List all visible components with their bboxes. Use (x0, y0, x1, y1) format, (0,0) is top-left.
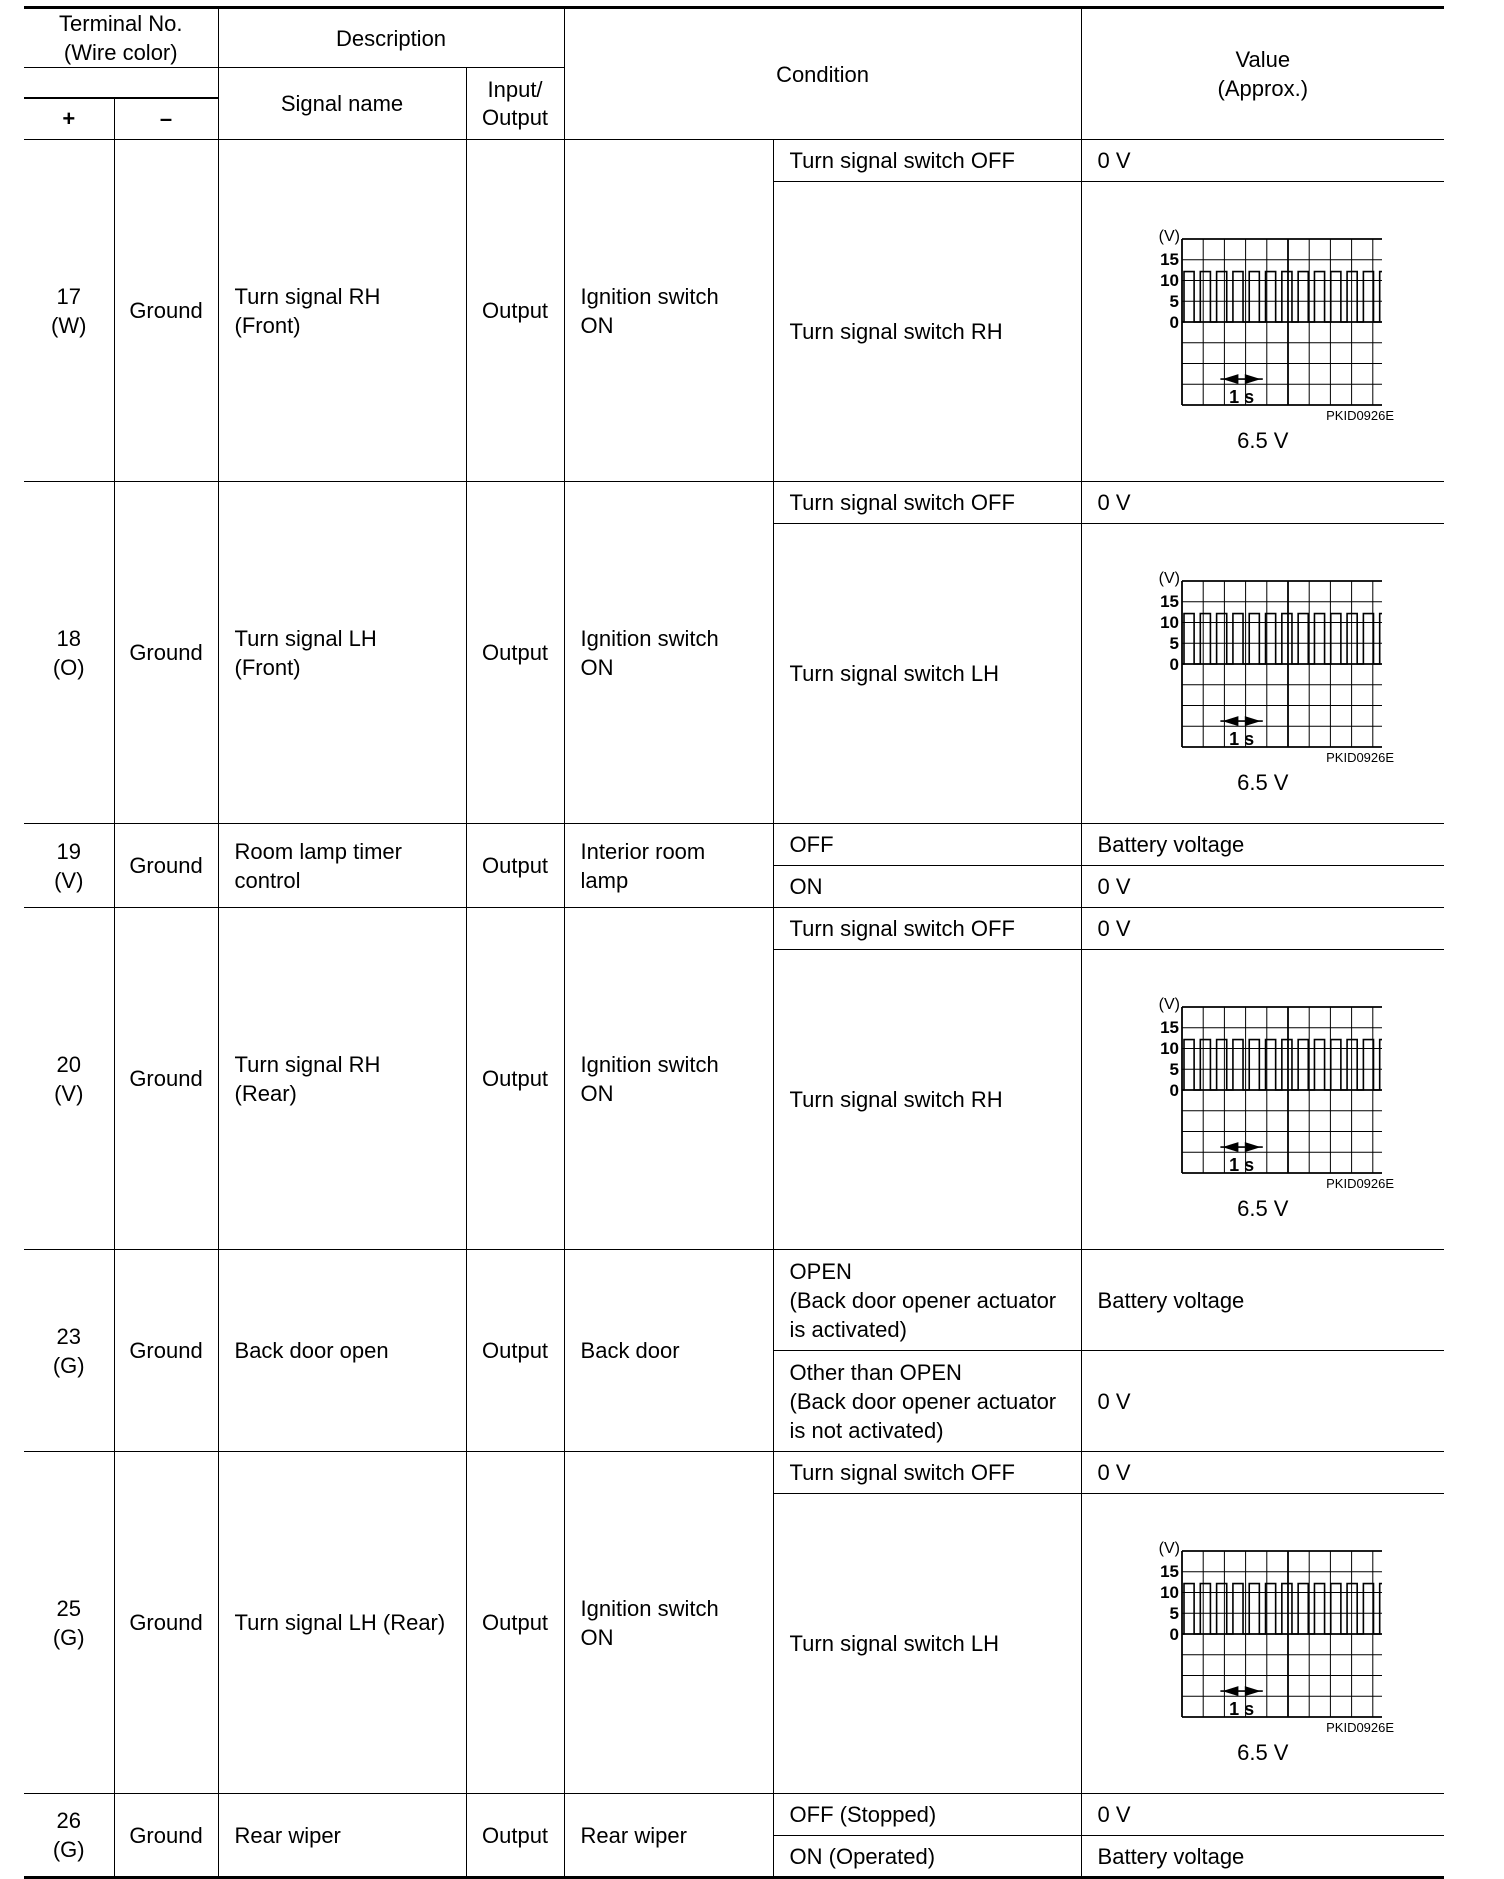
signal-name-cell (218, 1452, 466, 1794)
signal-name-line1: Turn signal RH (234, 283, 381, 309)
wire-color: (G) (52, 1837, 85, 1862)
io-cell (466, 1452, 564, 1794)
waveform-block (1082, 950, 1445, 1222)
waveform-value: 6.5 V (1237, 1740, 1289, 1765)
condition-header: Condition (564, 8, 1081, 140)
y-tick-label: 5 (1169, 292, 1179, 311)
condition-line1: Ignition switch (580, 283, 719, 309)
wire-color: (G) (52, 1624, 85, 1650)
input-label: Input/ (487, 76, 543, 102)
waveform-plot (1122, 1538, 1382, 1718)
io-cell (466, 482, 564, 824)
waveform-plot (1122, 226, 1382, 406)
sub-condition-text: OFF (789, 832, 834, 857)
sub-condition-cell (773, 1250, 1081, 1351)
value-cell (1081, 482, 1444, 524)
time-arrow-right (1244, 1142, 1260, 1152)
value-text: 0 V (1097, 1802, 1131, 1827)
terminal-cell (24, 1250, 114, 1452)
y-unit-label: (V) (1158, 228, 1180, 245)
condition-line2: ON (580, 1080, 614, 1106)
value-cell (1081, 908, 1444, 950)
condition-line2: ON (580, 654, 614, 680)
condition-line1: Rear wiper (580, 1822, 687, 1848)
sub-condition-cell (773, 908, 1081, 950)
condition-line2: ON (580, 312, 614, 338)
terminal-no-label: Terminal No. (59, 11, 183, 36)
waveform-plot (1122, 994, 1382, 1174)
sub-condition-text: Turn signal switch OFF (789, 1460, 1015, 1485)
time-label: 1 s (1228, 387, 1254, 406)
signal-name-line1: Turn signal LH (Rear) (234, 1610, 446, 1635)
sub-condition-cell (773, 1794, 1081, 1836)
y-unit-label: (V) (1158, 570, 1180, 587)
table-row (24, 824, 1444, 866)
value-cell (1081, 524, 1444, 824)
y-tick-label: 15 (1159, 250, 1179, 269)
y-tick-label: 15 (1159, 592, 1179, 611)
io-label: Output (482, 1610, 549, 1635)
signal-name-line1: Back door open (234, 1338, 389, 1363)
sub-condition-cell (773, 824, 1081, 866)
time-label: 1 s (1228, 1699, 1254, 1718)
terminal-table-container (24, 6, 1444, 1869)
ground-cell (114, 908, 218, 1250)
signal-name-line1: Room lamp timer (234, 838, 402, 864)
time-arrow-right (1244, 1686, 1260, 1696)
time-label: 1 s (1228, 729, 1254, 748)
value-cell (1081, 1794, 1444, 1836)
value-cell (1081, 824, 1444, 866)
sub-condition-text: Turn signal switch LH (789, 661, 1000, 686)
value-header (1081, 8, 1444, 140)
approx-label: (Approx.) (1217, 76, 1309, 101)
sub-condition-text: Turn signal switch OFF (789, 916, 1015, 941)
sub-condition-cell (773, 482, 1081, 524)
sub-condition-text: Turn signal switch RH (789, 319, 1003, 344)
table-row (24, 1794, 1444, 1836)
sub-condition-line: is not activated) (789, 1417, 944, 1443)
sub-condition-cell (773, 1452, 1081, 1494)
sub-condition-text: ON (Operated) (789, 1843, 936, 1869)
condition-cell (564, 482, 773, 824)
terminal-number: 17 (56, 283, 81, 309)
value-text: Battery voltage (1097, 1287, 1245, 1313)
terminal-cell (24, 908, 114, 1250)
condition-line1: Ignition switch (580, 1051, 719, 1077)
y-tick-label: 10 (1159, 1583, 1179, 1602)
value-text: Battery voltage (1097, 1843, 1245, 1869)
table-row (24, 1250, 1444, 1351)
sub-condition-line: is activated) (789, 1316, 907, 1342)
io-label: Output (482, 1066, 549, 1091)
value-cell (1081, 140, 1444, 182)
y-tick-label: 0 (1169, 1081, 1179, 1100)
y-tick-label: 5 (1169, 1604, 1179, 1623)
sub-condition-cell (773, 182, 1081, 482)
y-unit-label: (V) (1158, 1540, 1180, 1557)
ground-label: Ground (129, 853, 203, 878)
signal-name-line1: Turn signal LH (234, 625, 377, 651)
value-text: 0 V (1097, 916, 1131, 941)
sub-condition-text: Turn signal switch OFF (789, 490, 1015, 515)
waveform-block (1082, 524, 1445, 796)
io-cell (466, 1250, 564, 1452)
io-label: Output (482, 1338, 549, 1363)
ground-cell (114, 140, 218, 482)
condition-cell (564, 1452, 773, 1794)
io-cell (466, 824, 564, 908)
io-label: Output (482, 1822, 549, 1848)
y-tick-label: 10 (1159, 271, 1179, 290)
output-label: Output (482, 104, 549, 130)
wire-color-label: (Wire color) (63, 40, 178, 65)
time-label: 1 s (1228, 1155, 1254, 1174)
wire-color: (W) (51, 312, 87, 338)
terminal-number: 25 (56, 1595, 81, 1621)
ground-label: Ground (129, 1066, 203, 1091)
condition-cell (564, 1794, 773, 1878)
waveform-code: PKID0926E (1326, 1720, 1395, 1735)
y-tick-label: 15 (1159, 1562, 1179, 1581)
signal-name-cell (218, 140, 466, 482)
condition-line1: Ignition switch (580, 1595, 719, 1621)
terminal-number: 20 (56, 1051, 81, 1077)
table-row (24, 140, 1444, 182)
sub-condition-cell (773, 866, 1081, 908)
condition-cell (564, 140, 773, 482)
ground-cell (114, 1452, 218, 1794)
terminal-cell (24, 1452, 114, 1794)
sub-condition-cell (773, 950, 1081, 1250)
io-cell (466, 1794, 564, 1878)
waveform-value: 6.5 V (1237, 428, 1289, 453)
sub-condition-cell (773, 1836, 1081, 1878)
value-label: Value (1235, 47, 1291, 72)
waveform-block (1082, 1494, 1445, 1766)
condition-cell (564, 1250, 773, 1452)
condition-line1: Ignition switch (580, 625, 719, 651)
waveform-code: PKID0926E (1326, 1176, 1395, 1191)
signal-name-cell (218, 908, 466, 1250)
y-tick-label: 0 (1169, 655, 1179, 674)
value-text: 0 V (1097, 490, 1131, 515)
ground-label: Ground (129, 1822, 203, 1848)
wire-color: (O) (52, 654, 85, 680)
terminal-table (24, 6, 1444, 1879)
terminal-cell (24, 140, 114, 482)
ground-label: Ground (129, 298, 203, 323)
y-tick-label: 10 (1159, 613, 1179, 632)
io-header (466, 68, 564, 140)
y-tick-label: 0 (1169, 1625, 1179, 1644)
waveform-value: 6.5 V (1237, 770, 1289, 795)
y-tick-label: 5 (1169, 1060, 1179, 1079)
minus-header: – (114, 98, 218, 140)
signal-name-line2: control (234, 867, 301, 893)
sub-condition-text: Turn signal switch RH (789, 1087, 1003, 1112)
waveform-value: 6.5 V (1237, 1196, 1289, 1221)
y-unit-label: (V) (1158, 996, 1180, 1013)
ground-label: Ground (129, 640, 203, 665)
sub-condition-cell (773, 524, 1081, 824)
signal-name-line2: (Front) (234, 312, 301, 338)
terminal-header-spacer (24, 68, 218, 98)
value-cell (1081, 1494, 1444, 1794)
value-text: 0 V (1097, 874, 1131, 899)
value-text: 0 V (1097, 1460, 1131, 1485)
value-text: 0 V (1097, 148, 1131, 173)
sub-condition-line: (Back door opener actuator (789, 1388, 1057, 1414)
terminal-cell (24, 1794, 114, 1878)
table-row (24, 1452, 1444, 1494)
description-header: Description (218, 8, 564, 68)
time-arrow-right (1244, 374, 1260, 384)
ground-cell (114, 1794, 218, 1878)
sub-condition-cell (773, 1494, 1081, 1794)
sub-condition-text: Turn signal switch LH (789, 1631, 1000, 1656)
y-tick-label: 15 (1159, 1018, 1179, 1037)
table-row (24, 482, 1444, 524)
condition-line2: ON (580, 1624, 614, 1650)
wire-color: (G) (52, 1352, 85, 1378)
wire-color: (V) (54, 1080, 84, 1106)
value-text: Battery voltage (1097, 832, 1245, 857)
terminal-number: 26 (56, 1808, 81, 1833)
signal-name-header: Signal name (218, 68, 466, 140)
io-label: Output (482, 640, 549, 665)
terminal-number: 18 (56, 625, 81, 651)
io-cell (466, 140, 564, 482)
condition-line1: Back door (580, 1338, 680, 1363)
signal-name-cell (218, 1794, 466, 1878)
sub-condition-line: OPEN (789, 1258, 852, 1284)
sub-condition-line: Other than OPEN (789, 1359, 962, 1385)
signal-name-line1: Rear wiper (234, 1822, 341, 1848)
wire-color: (V) (54, 867, 84, 893)
condition-line2: lamp (580, 867, 629, 893)
y-tick-label: 0 (1169, 313, 1179, 332)
terminal-no-header (24, 8, 218, 68)
waveform-code: PKID0926E (1326, 408, 1395, 423)
signal-name-cell (218, 824, 466, 908)
terminal-cell (24, 824, 114, 908)
condition-cell (564, 824, 773, 908)
ground-label: Ground (129, 1610, 203, 1635)
sub-condition-text: OFF (Stopped) (789, 1802, 937, 1827)
terminal-table-body (24, 8, 1444, 1878)
terminal-number: 19 (56, 838, 81, 864)
table-row (24, 908, 1444, 950)
io-cell (466, 908, 564, 1250)
value-cell (1081, 182, 1444, 482)
value-cell (1081, 1836, 1444, 1878)
io-label: Output (482, 298, 549, 323)
signal-name-line1: Turn signal RH (234, 1051, 381, 1077)
waveform-block (1082, 182, 1445, 454)
signal-name-line2: (Rear) (234, 1080, 297, 1106)
sub-condition-cell (773, 1351, 1081, 1452)
sub-condition-text: ON (789, 874, 823, 899)
ground-cell (114, 482, 218, 824)
terminal-cell (24, 482, 114, 824)
condition-line1: Interior room (580, 838, 706, 864)
sub-condition-cell (773, 140, 1081, 182)
value-text: 0 V (1097, 1388, 1131, 1414)
condition-cell (564, 908, 773, 1250)
ground-cell (114, 1250, 218, 1452)
header-row-1 (24, 8, 1444, 68)
value-cell (1081, 866, 1444, 908)
value-cell (1081, 950, 1444, 1250)
ground-label: Ground (129, 1338, 203, 1363)
ground-cell (114, 824, 218, 908)
value-cell (1081, 1250, 1444, 1351)
signal-name-line2: (Front) (234, 654, 301, 680)
plus-header: + (24, 98, 114, 140)
io-label: Output (482, 853, 549, 878)
terminal-number: 23 (56, 1323, 81, 1349)
y-tick-label: 10 (1159, 1039, 1179, 1058)
waveform-code: PKID0926E (1326, 750, 1395, 765)
signal-name-cell (218, 482, 466, 824)
signal-name-cell (218, 1250, 466, 1452)
value-cell (1081, 1452, 1444, 1494)
value-cell (1081, 1351, 1444, 1452)
sub-condition-text: Turn signal switch OFF (789, 148, 1015, 173)
time-arrow-right (1244, 716, 1260, 726)
waveform-plot (1122, 568, 1382, 748)
y-tick-label: 5 (1169, 634, 1179, 653)
sub-condition-line: (Back door opener actuator (789, 1287, 1057, 1313)
